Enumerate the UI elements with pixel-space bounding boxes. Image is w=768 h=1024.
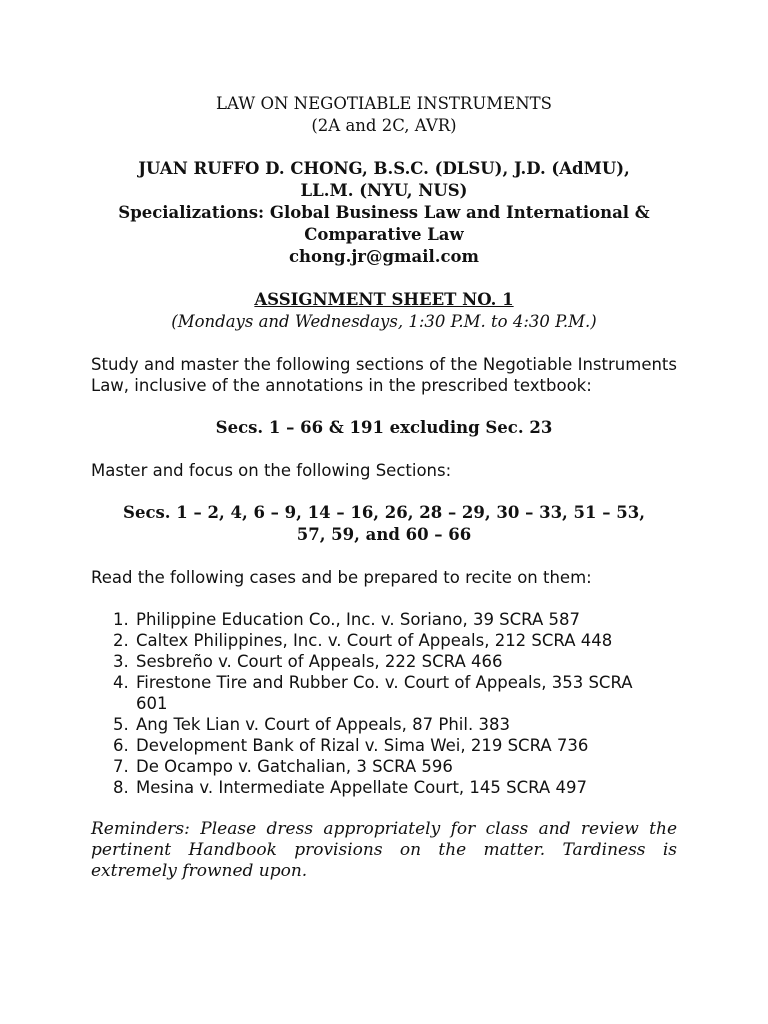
cases-instruction: Read the following cases and be prepared to recite on them: — [91, 568, 592, 587]
list-item — [91, 777, 677, 798]
case-number: 6. — [113, 736, 129, 755]
case-number: 1. — [113, 610, 129, 629]
case-citation: Sesbreño v. Court of Appeals, 222 SCRA 466 — [136, 652, 503, 671]
list-item — [91, 672, 677, 714]
study-instruction: Study and master the following sections of the Negotiable Instruments Law, inclusive of the annotations in the prescribed textbook: — [91, 355, 677, 395]
focus-sections-line1: Secs. 1 – 2, 4, 6 – 9, 14 – 16, 26, 28 – 29, 30 – 33, 51 – 53, — [123, 503, 645, 522]
specializations-line1: Specializations: Global Business Law and International & — [118, 203, 650, 222]
list-item — [91, 630, 677, 651]
assignment-title: ASSIGNMENT SHEET NO. 1 — [254, 290, 514, 309]
case-number: 8. — [113, 778, 129, 797]
list-item — [91, 609, 677, 630]
case-citation: Ang Tek Lian v. Court of Appeals, 87 Phil. 383 — [136, 715, 510, 734]
list-item — [91, 756, 677, 777]
case-citation: Caltex Philippines, Inc. v. Court of Appeals, 212 SCRA 448 — [136, 631, 613, 650]
case-number: 2. — [113, 631, 129, 650]
cases-list — [91, 609, 677, 798]
study-sections: Secs. 1 – 66 & 191 excluding Sec. 23 — [215, 418, 553, 437]
case-number: 4. — [113, 673, 129, 692]
list-item — [91, 651, 677, 672]
list-item — [91, 735, 677, 756]
case-citation: Development Bank of Rizal v. Sima Wei, 219 SCRA 736 — [136, 736, 589, 755]
case-number: 7. — [113, 757, 129, 776]
case-citation: Mesina v. Intermediate Appellate Court, 145 SCRA 497 — [136, 778, 587, 797]
course-sections: (2A and 2C, AVR) — [311, 116, 457, 135]
reminders-note: Reminders: Please dress appropriately for class and review the pertinent Handbook provisions on the matter. Tardiness is extremely frowned upon. — [91, 819, 677, 881]
instructor-name-line1: JUAN RUFFO D. CHONG, B.S.C. (DLSU), J.D. (AdMU), — [138, 159, 630, 178]
instructor-name-line2: LL.M. (NYU, NUS) — [300, 181, 468, 200]
specializations-line2: Comparative Law — [304, 225, 464, 244]
assignment-sheet-page — [91, 93, 677, 882]
course-title: LAW ON NEGOTIABLE INSTRUMENTS — [216, 94, 552, 113]
instructor-email: chong.jr@gmail.com — [289, 247, 479, 266]
case-citation: Philippine Education Co., Inc. v. Soriano, 39 SCRA 587 — [136, 610, 581, 629]
list-item — [91, 714, 677, 735]
focus-sections-line2: 57, 59, and 60 – 66 — [296, 525, 472, 544]
case-number: 5. — [113, 715, 129, 734]
class-schedule: (Mondays and Wednesdays, 1:30 P.M. to 4:30 P.M.) — [171, 312, 597, 331]
case-number: 3. — [113, 652, 129, 671]
case-citation: Firestone Tire and Rubber Co. v. Court of Appeals, 353 SCRA 601 — [136, 673, 633, 713]
focus-instruction: Master and focus on the following Sections: — [91, 461, 452, 480]
case-citation: De Ocampo v. Gatchalian, 3 SCRA 596 — [136, 757, 453, 776]
